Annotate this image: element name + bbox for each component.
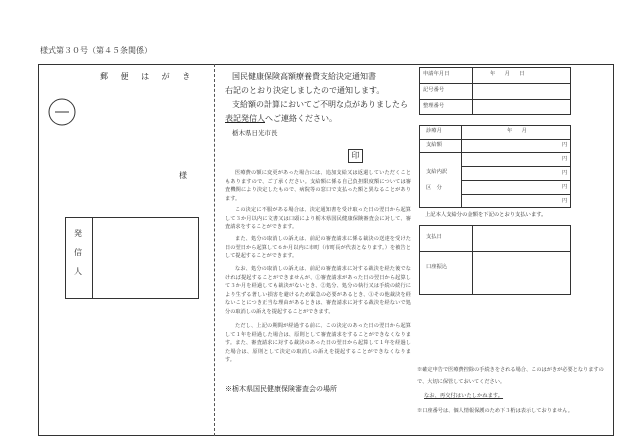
notice-line-1: 右記のとおり決定しましたので通知します。	[225, 86, 385, 95]
yen-unit: 円	[562, 156, 568, 162]
notice-para-2: この決定に不服がある場合は、決定通知書を受け取った日の翌日から起算して３か月以内に文書又は口頭により栃木県国民健康保険審査会に対して、審査請求をすることができます。	[225, 207, 411, 231]
form-label: 様式第３０号（第４５条関係）	[40, 46, 152, 55]
category-label: 区 分	[426, 185, 442, 191]
yen-unit: 円	[562, 170, 568, 176]
notice-sender-ref: 表記発信人	[225, 114, 265, 123]
note-no-reissue: なお、再交付はいたしかねます。	[424, 393, 504, 399]
benefit-amount-label: 支給額	[426, 142, 442, 148]
sender-char: 信	[74, 248, 82, 257]
notice-para-1: 医療費の額に変更があった場合には、追加支給又は返還していただくこともありますので、ご了承ください。支給額に係る自己負担限度額については審査機関により決定したもので、病院等の窓口で支払った額と異なることがあります。	[225, 170, 411, 202]
postcard-title-char: が	[161, 72, 170, 81]
table1-label: 整理番号	[423, 103, 445, 109]
postcard-title-char: は	[141, 72, 150, 81]
sender-char: 人	[74, 267, 82, 276]
table1-label: 記号番号	[423, 87, 445, 93]
sender-box	[65, 217, 199, 299]
billing-month-label: 診療月	[426, 128, 442, 134]
table1-label: 申請年月日	[423, 71, 450, 77]
payment-date-label: 支払日	[426, 234, 442, 240]
notice-line-3-rest: へご連絡ください。	[265, 114, 337, 123]
postcard-title-char: 郵	[100, 72, 108, 81]
sender-char: 発	[74, 229, 82, 238]
yen-unit: 円	[562, 184, 568, 190]
issuer-name: 栃木県日光市長	[232, 129, 278, 137]
notice-para-5: ただし、上記の期間が経過する前に、この決定のあった日の翌日から起算して１年を経過した場合は、原則として審査請求をすることができなくなります。また、審査請求に対する裁決のあった日の翌日から起算して１年を経過した場合は、原則として決定の取消しの訴えを提起することができなくなります。	[225, 323, 411, 364]
billing-month-value: 年 月	[507, 128, 529, 134]
sender-label	[73, 224, 83, 281]
breakdown-label: 支給内訳	[426, 169, 448, 175]
note-privacy: ※口座番号は、個人情報保護のため下３桁は表示しておりません。	[417, 408, 573, 414]
postcard-title-char: き	[182, 72, 191, 81]
notice-para-3: また、処分の取消しの訴えは、前記の審査請求に係る裁決の送達を受けた日の翌日から起算して６か月以内に市町（市町長が代表となります。）を被告として提起することができます。	[225, 236, 411, 260]
fold-line	[214, 64, 215, 436]
postcard-title-char: 便	[120, 72, 129, 81]
note-tax: ※確定申告で医療費控除の手続きをされる場合、このはがきが必要となりますので、大切に保管しておいてください。	[417, 367, 604, 385]
notice-line-2: 支給額の計算においてご不明な点がありましたら	[232, 100, 408, 109]
bank-transfer-label: 口座振込	[426, 264, 448, 270]
seal-box	[348, 149, 363, 163]
notice-footer: ※栃木県国民健康保険審査会の場所	[225, 385, 337, 393]
notice-title: 国民健康保険高額療養費支給決定通知書	[232, 72, 376, 81]
stamp-circle-icon	[47, 97, 77, 127]
notice-para-4: なお、処分の取消しの訴えは、前記の審査請求に対する裁決を経た後でなければ提起することができませんが、①審査請求があった日の翌日から起算して３か月を経過しても裁決がないとき、②処分、処分の執行又は手続の続行により生ずる著しい損害を避けるため緊急の必要があるとき、③その他裁決を経ないことにつき正当な理由があるときは、審査請求に対する裁決を経ないで処分の取消しの訴えを提起することができます。	[225, 266, 411, 315]
seal-label: 印	[351, 151, 360, 160]
yen-unit: 円	[562, 142, 568, 148]
payment-caption: 上記本人支給分の金額を下記のとおり支払います。	[425, 212, 547, 218]
application-date-placeholder: 年 月 日	[490, 71, 527, 77]
notice-line-3	[225, 115, 337, 123]
postcard-title	[100, 71, 190, 82]
recipient-suffix: 様	[179, 171, 187, 180]
yen-unit: 円	[562, 198, 568, 204]
